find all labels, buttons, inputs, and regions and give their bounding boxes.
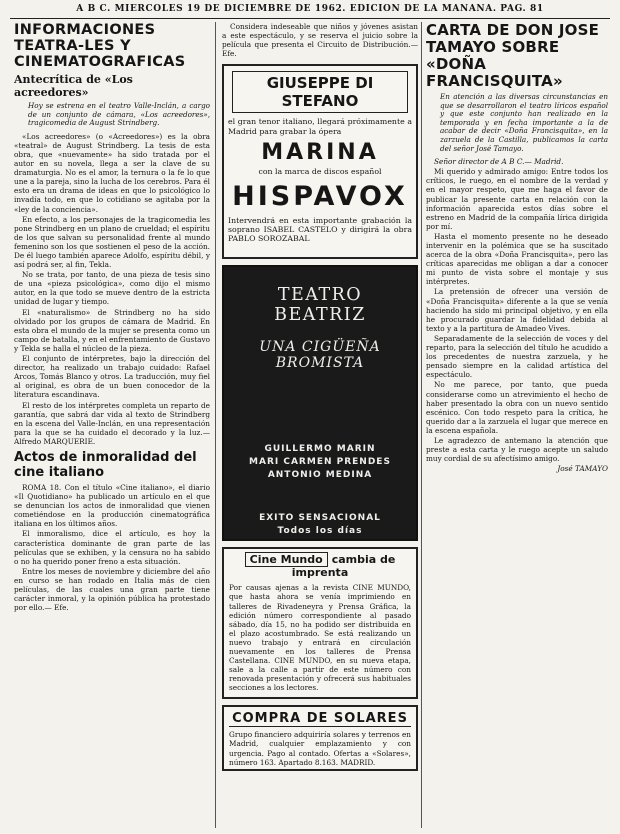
- ad-text: Grupo financiero adquiriría solares y terrenos en Madrid, cualquier emplazamiento y con urgencia. Pago al contado. Ofertas a «Solares», número 163. Apartado 8.163. MADRID.: [229, 730, 411, 767]
- article-paragraph: En efecto, a los personajes de la tragicomedia les pone Strindberg en un plano de crueldad; el espíritu de los que salvan su personalidad frente al mundo femenino son los que sostienen el peso de la acción. De él luego también aparece Adolfo, espíritu débil, y así podrá ser, al fin, Tekla.: [14, 214, 210, 270]
- article-paragraph: El inmoralismo, dice el artículo, es hoy la característica dominante de gran parte de las películas que se exhiben, y la censura no ha sabido o no ha querido poner freno a esta situación.: [14, 529, 210, 566]
- poster-theatre-name: TEATRO BEATRIZ: [274, 285, 366, 326]
- ad-text: con la marca de discos español: [258, 167, 382, 177]
- notice-text: Por causas ajenas a la revista CINE MUNDO, que hasta ahora se venía imprimiendo en talleres de Rivadeneyra y Prensa Gráfica, la edición número correspondiente al pasado sábado, día 15, no ha podido ser distribuida en el plazo acostumbrado. Se está realizando un nuevo trabajo y entrará en circulación nuevamente en los talleres de Prensa Castellana. CINE MUNDO, en su nueva etapa, sale a la calle a partir de este número con renovada presentación y ofrecerá sus habituales secciones a los lectores.: [229, 583, 411, 693]
- article-lead: Hoy se estrena en el teatro Valle-Inclán, a cargo de un conjunto de cámara, «Los acreedores», tragicomedia de August Strindberg.: [28, 101, 210, 128]
- poster-play-title: UNA CIGÜEÑA BROMISTA: [259, 339, 381, 372]
- column-right: [426, 22, 608, 830]
- letter-paragraph: Separadamente de la selección de voces y del reparto, para la selección del título he acudido a los precedentes de nuestra zarzuela, y he pensado siempre en la calidad artística del espectáculo.: [426, 333, 608, 380]
- letter-paragraph: La pretensión de ofrecer una versión de «Doña Francisquita» diferente a la que se venía haciendo ha sido mi principal objetivo, y en ella he procurado guardar la fidelidad debida al texto y a la partitura de Amadeo Vives.: [426, 287, 608, 333]
- notice-title-box: Cine Mundo: [245, 552, 328, 567]
- column-middle: [222, 22, 418, 830]
- column-separator: [215, 22, 216, 828]
- article-title-2: Actos de inmoralidad del cine italiano: [14, 449, 197, 480]
- letter-paragraph: Le agradezco de antemano la atención que preste a esta carta y le ruego acepte un saludo muy cordial de su afectísimo amigo.: [426, 435, 608, 464]
- ad-title: COMPRA DE SOLARES: [229, 711, 411, 727]
- letter-paragraph: Hasta el momento presente no he deseado intervenir en la polémica que se ha suscitado acerca de la obra «Doña Francisquita», pero las críticas aparecidas me obligan a dar a conocer mi punto de vista sobre el montaje y sus intérpretes.: [426, 231, 608, 287]
- ad-text: el gran tenor italiano, llegará próximamente a Madrid para grabar la ópera: [228, 117, 412, 136]
- article-paragraph: El resto de los intérpretes completa un reparto de garantía, que sabrá dar vida al texto de Strindberg en la escena del Valle-Inclán, en una representación para la que se ha cuidado el decorado y la luz.— Alfredo MARQUERIE.: [14, 400, 210, 446]
- article-paragraph: El «naturalismo» de Strindberg no ha sido olvidado por los grupos de cámara de Madrid. En esta obra el mundo de la mujer se presenta como un campo de batalla, y en el enfrentamiento de Gustavo y Tekla se halla el núcleo de la pieza.: [14, 307, 210, 353]
- letter-signature: José TAMAYO: [557, 464, 608, 474]
- poster-cast-member: ANTONIO MEDINA: [267, 470, 373, 481]
- ad-artist-name: GIUSEPPE DI STEFANO: [232, 71, 408, 113]
- article-subtitle: Antecrítica de «Los acreedores»: [14, 73, 133, 99]
- article-paragraph: No se trata, por tanto, de una pieza de tesis sino de una «pieza psicológica», como dijo el mismo autor, en la que todo se mueve dentro de la estricta unidad de lugar y tiempo.: [14, 270, 210, 307]
- solares-advertisement: [222, 705, 418, 771]
- poster-cast-member: MARI CARMEN PRENDES: [249, 457, 391, 468]
- poster-cast-member: GUILLERMO MARIN: [264, 444, 376, 455]
- header-rule: [10, 18, 610, 19]
- letter-paragraph: No me parece, por tanto, que pueda considerarse como un atrevimiento el hecho de haber presentado la obra con un nuevo sentido escénico. Con todo respeto para la crítica, he querido dar a la zarzuela el lugar que merece en la escena española.: [426, 380, 608, 435]
- article-paragraph: ROMA 18. Con el título «Cine italiano», el diario «Il Quotidiano» ha publicado un artículo en el que se denuncian los actos de inmoralidad que vienen cometiéndose en la producción cinematográfica italiana en los últimos años.: [14, 482, 210, 529]
- cine-mundo-notice: [222, 547, 418, 699]
- notice-title-rest: cambia de imprenta: [291, 553, 396, 580]
- ad-opera-title: MARINA: [261, 140, 379, 166]
- ad-text: Intervendrá en esta importante grabación la soprano ISABEL CASTELO y dirigirá la obra PABLO SOROZABAL: [228, 215, 412, 244]
- article-continuation: Considera indeseable que niños y jóvenes asistan a este espectáculo, y se reserva el juicio sobre la película que presenta el Circuito de Distribución.— Efe.: [222, 22, 418, 59]
- notice-title: [229, 553, 411, 579]
- article-title: INFORMACIONES TEATRA-LES Y CINEMATOGRAFICAS: [14, 22, 186, 70]
- article-paragraph: El conjunto de intérpretes, bajo la dirección del director, ha realizado un trabajo cuidado: Rafael Arcos, Tomás Blanco y otros. La traducción, muy fiel al original, es obra de un buen conocedor de la literatura escandinava.: [14, 354, 210, 400]
- letter-greeting: Señor director de A B C.— Madrid.: [434, 157, 564, 167]
- letter-title: CARTA DE DON JOSE TAMAYO SOBRE «DOÑA FRANCISQUITA»: [426, 22, 600, 90]
- poster-footer: Todos los días: [277, 526, 363, 537]
- column-separator: [421, 22, 422, 828]
- article-paragraph: Entre los meses de noviembre y diciembre del año en curso se han rodado en Italia más de cien películas, de las cuales una gran parte tiene carácter inmoral, y la opinión pública ha protestado por ello.— Efe.: [14, 566, 210, 613]
- column-left: [14, 22, 210, 830]
- ad-label-name: HISPAVOX: [232, 180, 408, 212]
- letter-lead: En atención a las diversas circunstancias en que se desarrollaron el teatro líricos español y que este conjunto han realizado en la temporada y en fecha importante a la de acabar de decir «Doña Francisquita», en la zarzuela de la Castilla, publicamos la carta del señor José Tamayo.: [440, 92, 608, 153]
- poster-footer: EXITO SENSACIONAL: [259, 513, 381, 524]
- page-header: A B C. MIERCOLES 19 DE DICIEMBRE DE 1962. EDICION DE LA MAÑANA. PAG. 81: [76, 4, 544, 14]
- letter-paragraph: Mi querido y admirado amigo: Entre todos los críticos, le ruego, en el nombre de la verdad y en el mayor respeto, que me haga el favor de publicar la presente carta en relación con la información aparecida estos días sobre el estreno en Madrid de la compañía lírica dirigida por mí.: [426, 167, 608, 231]
- article-paragraph: «Los acreedores» (o «Acreedores») es la obra «teatral» de August Strindberg. La tesis de esta obra, que «nuevamente» ha sido tratada por el autor en su novela, llega a ser la clave de su dramaturgia. No es el amor, la ternura o la fe lo que une a la pareja, sino la lucha de los cerebros. Para él esto era un drama de ideas en que lo psicológico lo invadía todo, en que lo cotidiano se agitaba por la «ley de la conciencia».: [14, 131, 210, 214]
- theatre-poster: [222, 265, 418, 541]
- hispavox-advertisement: [222, 64, 418, 259]
